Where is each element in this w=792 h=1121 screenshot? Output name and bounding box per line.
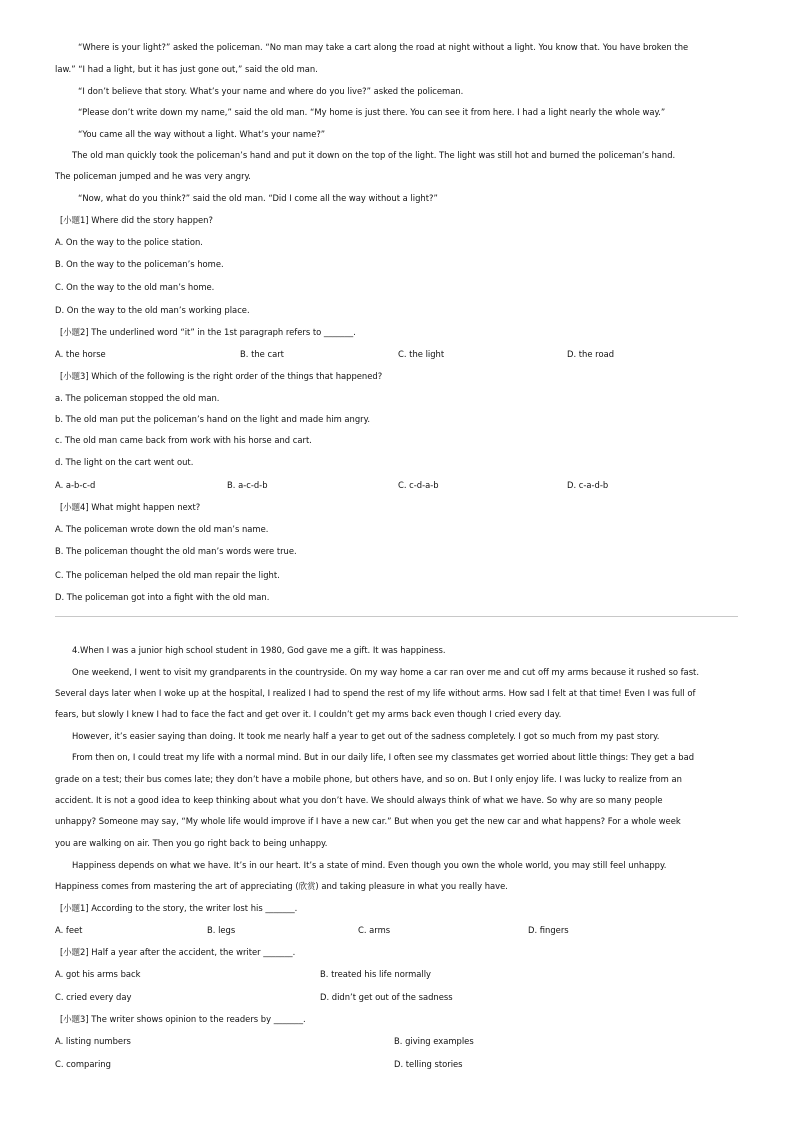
answer-option: C. arms [358,925,391,935]
answer-option: B. The policeman thought the old man’s words were true. [55,546,297,556]
passage3-line: The policeman jumped and he was very angry. [55,171,251,181]
answer-option: D. telling stories [394,1059,463,1069]
passage4-line: However, it’s easier saying than doing. It took me nearly half a year to get out of the sadness completely. I got so much from my past story. [72,731,660,741]
question-stem: [小题2] The underlined word “it” in the 1st paragraph refers to _______. [60,327,356,337]
answer-option: A. The policeman wrote down the old man’s name. [55,524,269,534]
passage4-line: accident. It is not a good idea to keep thinking about what you don’t have. We should always think of what we have. So why are so many people [55,795,663,805]
answer-option: B. On the way to the policeman’s home. [55,259,224,269]
section-divider [55,616,738,617]
answer-option: A. On the way to the police station. [55,237,203,247]
event-line: a. The policeman stopped the old man. [55,393,220,403]
passage4-line: 4.When I was a junior high school student in 1980, God gave me a gift. It was happiness. [72,645,446,655]
passage4-line: One weekend, I went to visit my grandparents in the countryside. On my way home a car ran over me and cut off my arms because it rushed so fast. [72,667,699,677]
passage4-line: unhappy? Someone may say, “My whole life would improve if I have a new car.” But when you get the new car and what happens? For a whole week [55,816,681,826]
answer-option: C. On the way to the old man’s home. [55,282,215,292]
question-stem: [小题1] According to the story, the writer lost his _______. [60,903,298,913]
answer-option: B. the cart [240,349,284,359]
passage3-line: “You came all the way without a light. What’s your name?” [78,129,326,139]
passage4-line: Happiness depends on what we have. It’s in our heart. It’s a state of mind. Even though you own the whole world, you may still feel unhappy. [72,860,667,870]
answer-option: A. listing numbers [55,1036,131,1046]
question-stem: [小题3] The writer shows opinion to the readers by _______. [60,1014,306,1024]
answer-option: D. fingers [528,925,569,935]
answer-option: B. a-c-d-b [227,480,268,490]
answer-option: D. the road [567,349,615,359]
passage4-line: fears, but slowly I knew I had to face the fact and get over it. I couldn’t get my arms back even though I cried every day. [55,709,562,719]
passage3-line: law.” “I had a light, but it has just gone out,” said the old man. [55,64,318,74]
answer-option: D. c-a-d-b [567,480,609,490]
answer-option: B. treated his life normally [320,969,432,979]
answer-option: A. the horse [55,349,106,359]
passage4-line: grade on a test; their bus comes late; they don’t have a mobile phone, but others have, and so on. But I only enjoy life. I was lucky to realize from an [55,774,682,784]
passage4-line: Happiness comes from mastering the art of appreciating (欣赏) and taking pleasure in what you really have. [55,881,508,891]
passage3-line: “Now, what do you think?” said the old man. “Did I come all the way without a light?” [78,193,438,203]
passage3-line: “Please don’t write down my name,” said the old man. “My home is just there. You can see it from here. I had a light nearly the whole way.” [78,107,666,117]
passage4-line: you are walking on air. Then you go right back to being unhappy. [55,838,328,848]
answer-option: D. didn’t get out of the sadness [320,992,453,1002]
question-stem: [小题2] Half a year after the accident, the writer _______. [60,947,296,957]
answer-option: C. comparing [55,1059,111,1069]
answer-option: A. feet [55,925,83,935]
passage4-line: Several days later when I woke up at the hospital, I realized I had to spend the rest of my life without arms. How sad I felt at that time! Even I was full of [55,688,696,698]
event-line: d. The light on the cart went out. [55,457,194,467]
answer-option: C. cried every day [55,992,132,1002]
answer-option: D. The policeman got into a fight with the old man. [55,592,270,602]
passage3-line: “I don’t believe that story. What’s your name and where do you live?” asked the policeman. [78,86,464,96]
question-stem: [小题3] Which of the following is the right order of the things that happened? [60,371,383,381]
question-stem: [小题1] Where did the story happen? [60,215,213,225]
passage3-line: The old man quickly took the policeman’s hand and put it down on the top of the light. The light was still hot and burned the policeman’s hand. [72,150,676,160]
answer-option: C. c-d-a-b [398,480,439,490]
answer-option: A. got his arms back [55,969,141,979]
passage3-line: “Where is your light?” asked the policeman. “No man may take a cart along the road at night without a light. You know that. You have broken the [78,42,689,52]
answer-option: D. On the way to the old man’s working place. [55,305,250,315]
answer-option: A. a-b-c-d [55,480,96,490]
question-stem: [小题4] What might happen next? [60,502,201,512]
answer-option: B. giving examples [394,1036,474,1046]
answer-option: C. the light [398,349,445,359]
passage4-line: From then on, I could treat my life with a normal mind. But in our daily life, I often see my classmates get worried about little things: They get a bad [72,752,695,762]
event-line: c. The old man came back from work with his horse and cart. [55,435,312,445]
event-line: b. The old man put the policeman’s hand on the light and made him angry. [55,414,371,424]
answer-option: B. legs [207,925,236,935]
answer-option: C. The policeman helped the old man repair the light. [55,570,280,580]
